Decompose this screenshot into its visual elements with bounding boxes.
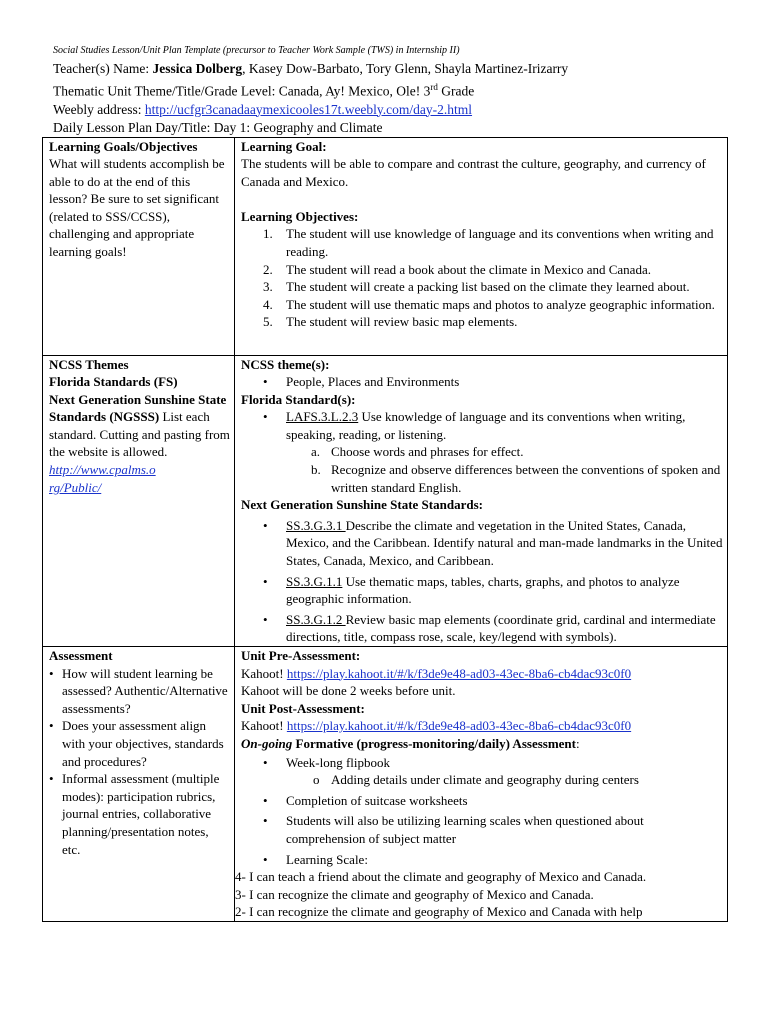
- weebly-link[interactable]: http://ucfgr3canadaaymexicooles17t.weebly.com/day-2.html: [144, 101, 473, 117]
- lesson-plan-table: [42, 137, 728, 922]
- objective-item: 5. The student will review basic map elements.: [263, 314, 518, 330]
- standards-label-cell: NCSS Themes Florida Standards (FS) Next Generation Sunshine State Standards (NGSSS) List each standard. Cutting and pasting from the website is allowed. http://www.cpalms.org/Public/: [43, 355, 235, 647]
- ngsss-item: • SS.3.G.1.2 Review basic map elements (coordinate grid, cardinal and intermediate directions, title, compass rose, scale, key/legend with symbols).: [263, 611, 716, 645]
- objective-item: 2. The student will read a book about the climate in Mexico and Canada.: [263, 261, 651, 277]
- lesson-plan-page: [42, 44, 728, 922]
- daily-title: Daily Lesson Plan Day/Title: Day 1: Geography and Climate: [53, 119, 383, 135]
- formative-item: • Week-long flipbook: [263, 754, 391, 770]
- cpalms-link[interactable]: http://www.cpalms.org/Public/: [49, 462, 156, 495]
- assessment-content-cell: Unit Pre-Assessment: Kahoot! https://play.kahoot.it/#/k/f3de9e48-ad03-43ec-8ba6-cb4dac93c0f0 Kahoot will be done 2 weeks before unit. Unit Post-Assessment: Kahoot! https://play.kahoot.it/#/k/f3de9e48-ad03-43ec-8ba6-cb4dac93c0f0 On-going Formative (progress-monitoring/daily) Assessment: • Week-long flipbook o Adding details under climate and geography during centers • Completion of suitcase worksheets • Students will also be utilizing learning scales when questioned about comprehension of subject matter • Learning Scale: 4- I can teach a friend about the climate and geography of Mexico and Canada. 3- I can recognize the climate and geography of Mexico and Canada. 2- I can recognize the climate and geography of Mexico and Canada with help: [235, 647, 728, 922]
- assessment-prompt: • Informal assessment (multiple modes): participation rubrics, journal entries, collaborative planning/presentation notes, etc.: [49, 771, 220, 857]
- weebly-address: Weebly address: http://ucfgr3canadaaymexicooles17t.weebly.com/day-2.html: [53, 101, 473, 117]
- objectives-list: [241, 225, 723, 331]
- objective-item: 1. The student will use knowledge of language and its conventions when writing and reading.: [263, 226, 714, 260]
- fs-code-link[interactable]: LAFS.3.L.2.3: [286, 409, 359, 425]
- assessment-prompt: • How will student learning be assessed? Authentic/Alternative assessments?: [49, 665, 228, 716]
- formative-sub-item: o Adding details under climate and geography during centers: [313, 772, 639, 788]
- template-subtitle: Social Studies Lesson/Unit Plan Template (precursor to Teacher Work Sample (TWS) in Internship II): [53, 45, 460, 56]
- standards-row: [43, 355, 728, 647]
- fs-sub-item: b. Recognize and observe differences between the conventions of spoken and written standard English.: [311, 462, 721, 495]
- fs-item: • LAFS.3.L.2.3 Use knowledge of language and its conventions when writing, speaking, reading, or listening.: [263, 409, 686, 442]
- ncss-item: • People, Places and Environments: [263, 374, 460, 390]
- kahoot-pre-link[interactable]: https://play.kahoot.it/#/k/f3de9e48-ad03-43ec-8ba6-cb4dac93c0f0: [286, 665, 632, 681]
- learning-scale: 4- I can teach a friend about the climate and geography of Mexico and Canada. 3- I can recognize the climate and geography of Mexico and Canada. 2- I can recognize the climate and geography of Mexico and Canada with help: [235, 869, 647, 920]
- assessment-prompt: • Does your assessment align with your objectives, standards and procedures?: [49, 718, 224, 769]
- ngsss-item: • SS.3.G.1.1 Use thematic maps, tables, charts, graphs, and photos to analyze geographic information.: [263, 573, 680, 607]
- ngsss-code-link[interactable]: SS.3.G.1.2: [286, 611, 346, 627]
- standards-content-cell: NCSS theme(s): • People, Places and Environments Florida Standard(s): • LAFS.3.L.2.3 Use knowledge of language and its conventions when writing, speaking, reading, or listening. a. Choose words and phrases for effect. b. Recognize and observe differences between the conventions of spoken and written standard English. Next Generation Sunshine State Standards: • SS.3.G.3.1 Describe the climate and vegetation in the United States, Canada, Mexico, and the Caribbean. Identify natural and man-made landmarks in the United States, Canada, Mexico, and Caribbean. • SS.3.G.1.1 Use thematic maps, tables, charts, graphs, and photos to analyze geographic information. • SS.3.G.1.2 Review basic map elements (coordinate grid, cardinal and intermediate directions, title, compass rose, scale, key/legend with symbols).: [235, 355, 728, 647]
- fs-sub-item: a. Choose words and phrases for effect.: [311, 444, 524, 460]
- thematic-unit: Thematic Unit Theme/Title/Grade Level: Canada, Ay! Mexico, Ole! 3rd Grade: [53, 82, 475, 99]
- goals-label-cell: Learning Goals/Objectives What will students accomplish be able to do at the end of this lesson? Be sure to set significant (related to SSS/CCSS), challenging and appropriate learning goals!: [43, 137, 235, 355]
- teacher-names: Teacher(s) Name: Jessica Dolberg, Kasey Dow-Barbato, Tory Glenn, Shayla Martinez-Irizarry: [53, 61, 569, 76]
- ngsss-code-link[interactable]: SS.3.G.3.1: [286, 517, 346, 533]
- assessment-label-cell: Assessment • How will student learning be assessed? Authentic/Alternative assessments? • Does your assessment align with your objectives, standards and procedures? • Informal assessment (multiple modes): participation rubrics, journal entries, collaborative planning/presentation notes, etc.: [43, 647, 235, 922]
- lead-teacher: Jessica Dolberg: [152, 61, 243, 76]
- assessment-row: [43, 647, 728, 922]
- formative-item: • Learning Scale:: [263, 851, 368, 867]
- goals-row: [43, 137, 728, 355]
- goals-content-cell: Learning Goal: The students will be able to compare and contrast the culture, geography, and currency of Canada and Mexico. Learning Objectives: 1. The student will use knowledge of language and its conventions when writing and reading. 2. The student will read a book about the climate in Mexico and Canada. 3. The student will create a packing list based on the climate they learned about. 4. The student will use thematic maps and photos to analyze geographic information. 5. The student will review basic map elements.: [235, 137, 728, 355]
- kahoot-post-link[interactable]: https://play.kahoot.it/#/k/f3de9e48-ad03-43ec-8ba6-cb4dac93c0f0: [286, 718, 632, 734]
- formative-item: • Completion of suitcase worksheets: [263, 792, 468, 808]
- objective-item: 3. The student will create a packing list based on the climate they learned about.: [263, 279, 690, 295]
- ngsss-item: • SS.3.G.3.1 Describe the climate and vegetation in the United States, Canada, Mexico, and the Caribbean. Identify natural and man-made landmarks in the United States, Canada, Mexico, and Caribbean.: [263, 517, 723, 569]
- objective-item: 4. The student will use thematic maps and photos to analyze geographic information.: [263, 296, 715, 312]
- formative-item: • Students will also be utilizing learning scales when questioned about comprehension of subject matter: [263, 813, 644, 846]
- ngsss-code-link[interactable]: SS.3.G.1.1: [286, 573, 343, 589]
